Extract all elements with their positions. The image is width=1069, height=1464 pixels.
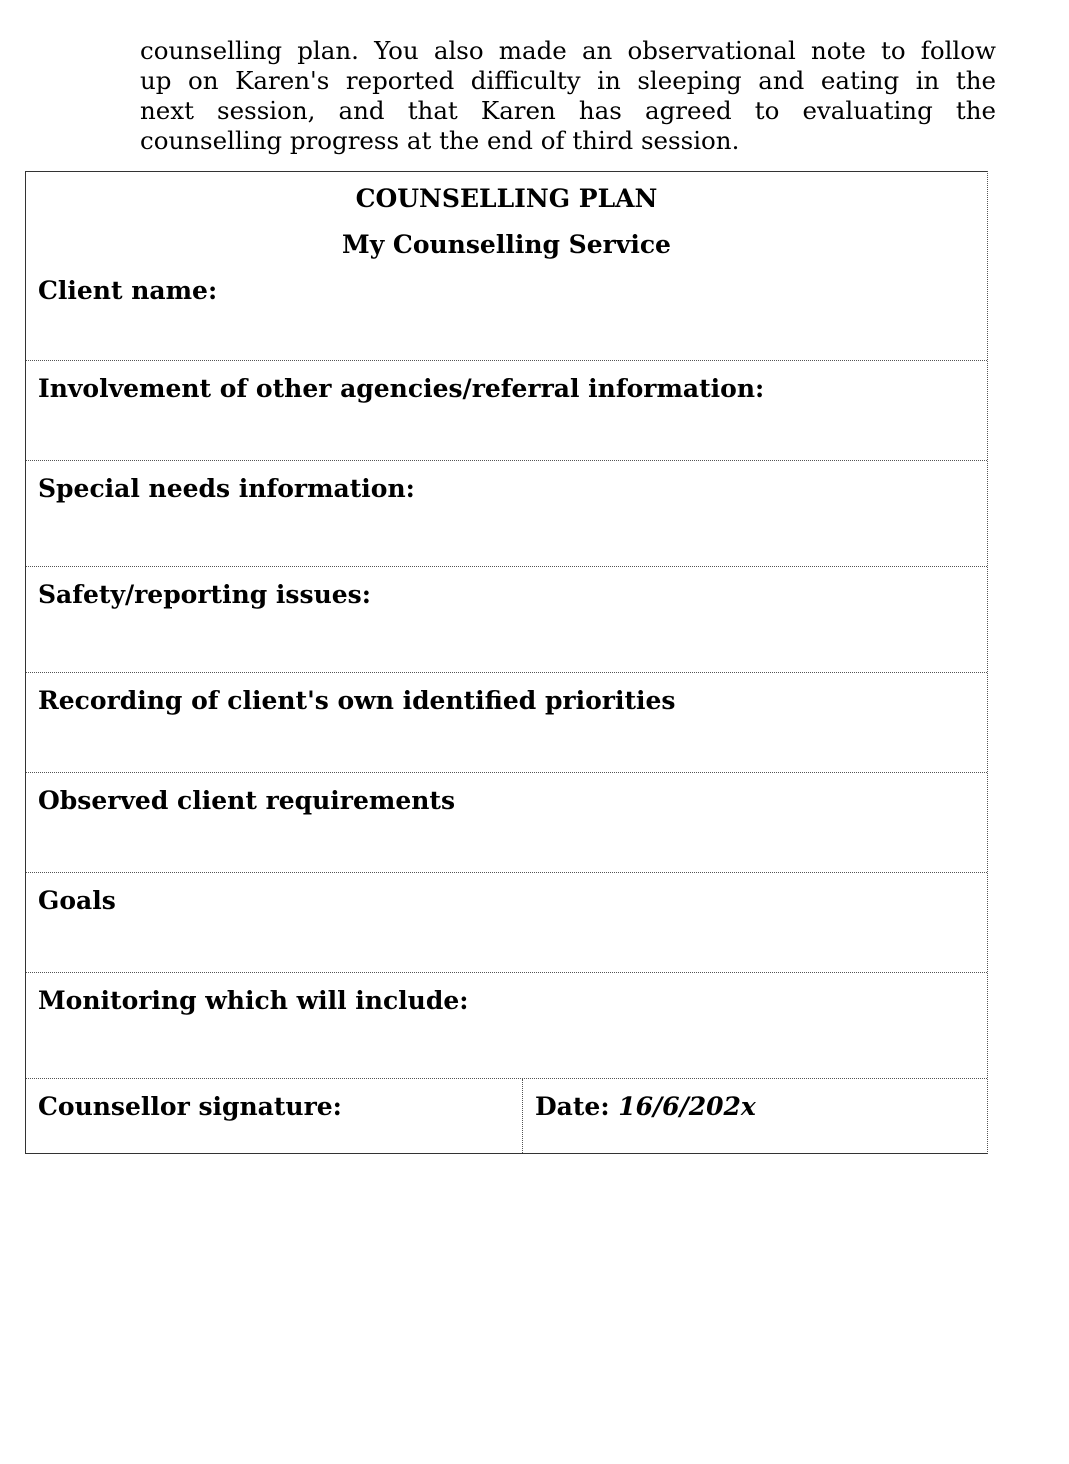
- form-title: COUNSELLING PLAN: [355, 184, 658, 213]
- monitoring-section: [26, 972, 987, 1078]
- form-subtitle: My Counselling Service: [342, 230, 671, 259]
- signature-date-divider: [522, 1079, 523, 1153]
- signature-label: Counsellor signature:: [38, 1092, 342, 1121]
- client-name-label: Client name:: [38, 276, 218, 305]
- goals-label: Goals: [38, 886, 116, 915]
- signature-row: [26, 1078, 987, 1153]
- agencies-section: [26, 360, 987, 460]
- special-needs-label: Special needs information:: [38, 474, 415, 503]
- safety-label: Safety/reporting issues:: [38, 580, 371, 609]
- intro-line: up on Karen's reported difficulty in sleeping and eating in the: [140, 66, 996, 95]
- date-value: 16/6/202x: [618, 1092, 756, 1121]
- plan-header-section: [26, 172, 987, 360]
- safety-section: [26, 566, 987, 672]
- requirements-label: Observed client requirements: [38, 786, 456, 815]
- intro-line: next session, and that Karen has agreed to evaluating the: [140, 96, 996, 125]
- priorities-label: Recording of client's own identified priorities: [38, 686, 676, 715]
- intro-line: counselling progress at the end of third session.: [140, 126, 740, 155]
- priorities-section: [26, 672, 987, 772]
- intro-line: counselling plan. You also made an observational note to follow: [140, 36, 996, 65]
- special-needs-section: [26, 460, 987, 566]
- monitoring-label: Monitoring which will include:: [38, 986, 469, 1015]
- agencies-label: Involvement of other agencies/referral information:: [38, 374, 765, 403]
- date-field: [535, 1092, 756, 1122]
- requirements-section: [26, 772, 987, 872]
- counselling-plan-form: [25, 171, 988, 1154]
- goals-section: [26, 872, 987, 972]
- intro-paragraph: [140, 36, 996, 156]
- date-label: Date:: [535, 1092, 619, 1121]
